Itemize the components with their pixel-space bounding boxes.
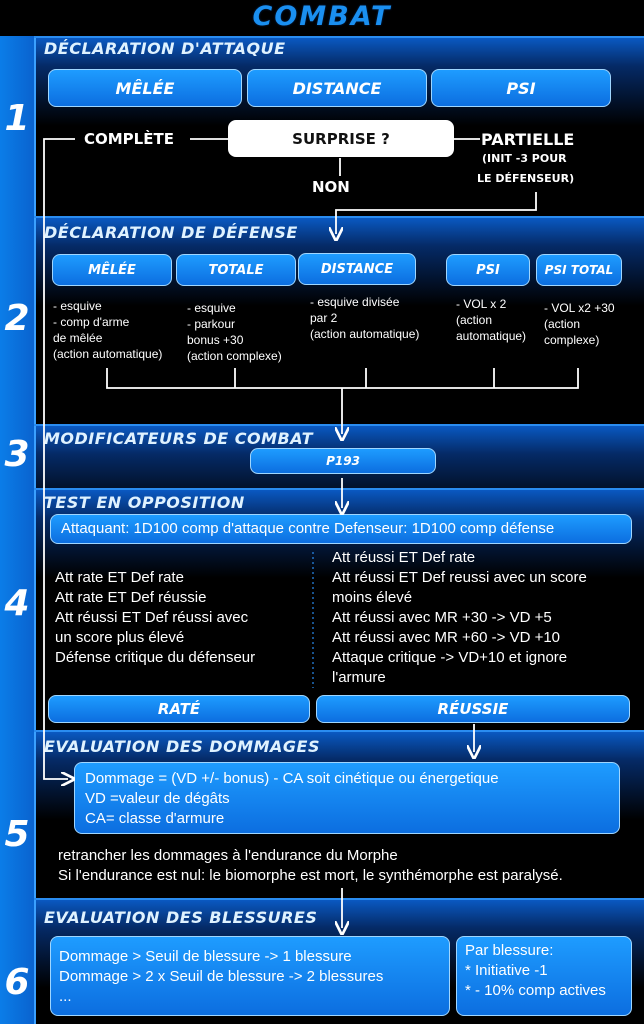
success-line: moins élevé: [332, 589, 413, 606]
defense-distance-button[interactable]: DISTANCE: [298, 253, 416, 285]
success-line: l'armure: [332, 669, 386, 686]
defense-total-desc: - esquive - parkour bonus +30 (action complexe): [187, 301, 282, 363]
damage-formula-line: CA= classe d'armure: [85, 810, 225, 827]
attack-melee-button[interactable]: MÊLÉE: [48, 69, 242, 107]
defense-melee-button[interactable]: MÊLÉE: [52, 254, 172, 286]
fail-line: Att rate ET Def réussie: [55, 589, 207, 606]
attack-distance-button[interactable]: DISTANCE: [247, 69, 427, 107]
success-line: Att réussi avec MR +30 -> VD +5: [332, 609, 552, 626]
defense-psi-button[interactable]: PSI: [446, 254, 530, 286]
step-number: 5: [4, 814, 30, 855]
result-success-button[interactable]: RÉUSSIE: [316, 695, 630, 723]
section-heading: MODIFICATEURS DE COMBAT: [44, 429, 313, 448]
per-wound-line: Par blessure:: [465, 942, 554, 959]
success-line: Att réussi ET Def rate: [332, 549, 476, 566]
section-heading: DÉCLARATION DE DÉFENSE: [44, 223, 298, 242]
section-heading: EVALUATION DES DOMMAGES: [44, 737, 320, 756]
fail-line: un score plus élevé: [55, 629, 185, 646]
defense-bracket: [107, 368, 578, 388]
defense-psi-desc: - VOL x 2 (action automatique): [456, 297, 527, 343]
defense-melee-desc: - esquive - comp d'arme de mêlée (action automatique): [53, 299, 163, 361]
section-heading: TEST EN OPPOSITION: [44, 493, 245, 512]
endurance-text: retrancher les dommages à l'endurance du Morphe: [58, 847, 398, 864]
success-line: Att réussi ET Def reussi avec un score: [332, 569, 587, 586]
damage-formula-line: VD =valeur de dégâts: [85, 790, 230, 807]
damage-formula-line: Dommage = (VD +/- bonus) - CA soit cinétique ou énergetique: [85, 770, 499, 787]
success-line: Att réussi avec MR +60 -> VD +10: [332, 629, 561, 646]
step-number: 2: [4, 298, 30, 339]
surprise-box: SURPRISE ?: [228, 120, 454, 157]
partial-note-1: (INIT -3 POUR: [482, 152, 567, 165]
step-number: 6: [4, 962, 30, 1003]
partial-label: PARTIELLE: [481, 130, 575, 149]
fail-line: Att réussi ET Def réussi avec: [55, 609, 249, 626]
partial-note-2: LE DÉFENSEUR): [477, 172, 575, 185]
per-wound-line: * Initiative -1: [465, 962, 548, 979]
step-number: 3: [4, 434, 30, 475]
fail-line: Défense critique du défenseur: [55, 649, 256, 666]
success-line: Attaque critique -> VD+10 et ignore: [332, 649, 568, 666]
opposition-roll-text: Attaquant: 1D100 comp d'attaque contre Defenseur: 1D100 comp défense: [61, 520, 555, 537]
defense-psi-total-button[interactable]: PSI TOTAL: [536, 254, 622, 286]
partial-return-line: [336, 192, 536, 234]
attack-psi-button[interactable]: PSI: [431, 69, 611, 107]
defense-total-button[interactable]: TOTALE: [176, 254, 296, 286]
wound-line: ...: [59, 988, 72, 1005]
section-heading: EVALUATION DES BLESSURES: [44, 908, 318, 927]
fail-line: Att rate ET Def rate: [55, 569, 184, 586]
step-number: 1: [4, 98, 30, 139]
complete-label: COMPLÈTE: [84, 130, 174, 148]
step-number: 4: [4, 583, 30, 624]
complete-long-line: [44, 139, 75, 779]
result-miss-button[interactable]: RATÉ: [48, 695, 310, 723]
defense-distance-desc: - esquive divisée par 2 (action automatique): [310, 295, 420, 341]
no-label: NON: [312, 178, 350, 196]
wound-line: Dommage > Seuil de blessure -> 1 blessure: [59, 948, 352, 965]
section-heading: DÉCLARATION D'ATTAQUE: [44, 39, 286, 58]
per-wound-line: * - 10% comp actives: [465, 982, 606, 999]
defense-psi-total-desc: - VOL x2 +30 (action complexe): [544, 301, 615, 347]
endurance-text: Si l'endurance est nul: le biomorphe est mort, le synthémorphe est paralysé.: [58, 867, 563, 884]
page-title: COMBAT: [252, 1, 392, 32]
page-reference-button[interactable]: P193: [250, 448, 436, 474]
wound-line: Dommage > 2 x Seuil de blessure -> 2 blessures: [59, 968, 384, 985]
